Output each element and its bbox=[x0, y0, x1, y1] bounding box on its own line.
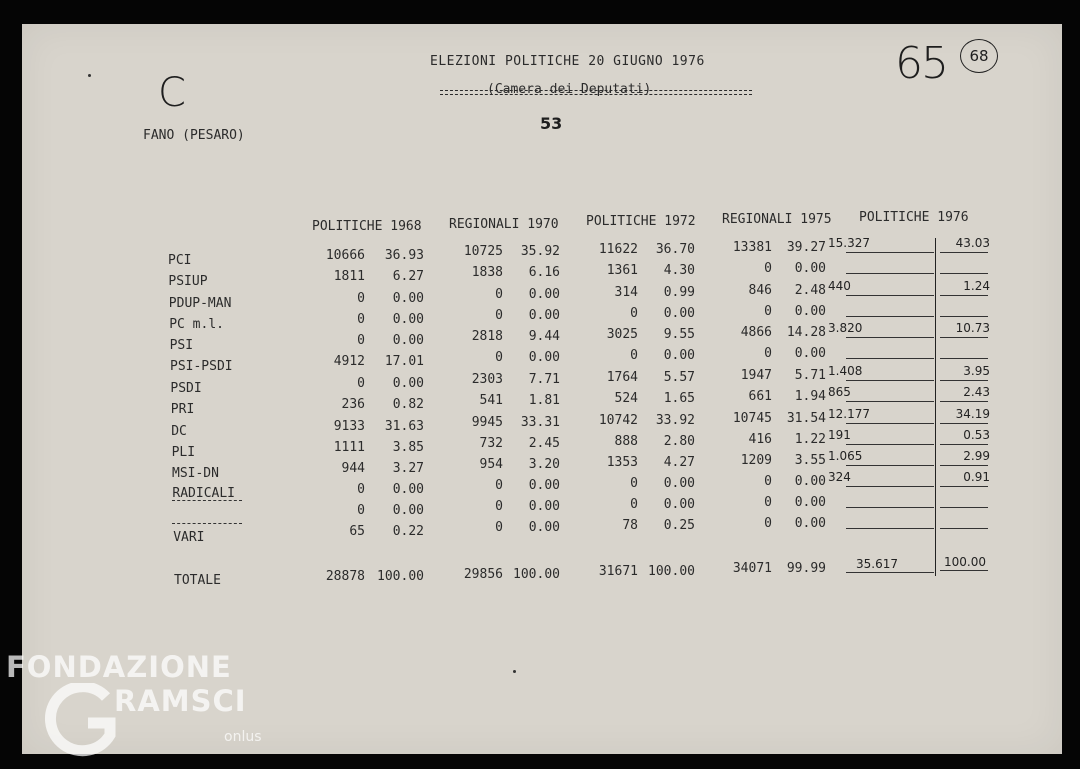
vote-count: 11622 bbox=[598, 242, 638, 257]
handwritten-vote-percent: 2.99 bbox=[963, 449, 990, 463]
handwritten-row-rule bbox=[846, 337, 934, 338]
vote-count: 732 bbox=[479, 436, 503, 451]
party-label: PSDI bbox=[170, 381, 202, 396]
vote-count: 0 bbox=[357, 482, 365, 497]
handwritten-row-rule bbox=[846, 401, 934, 402]
vote-percent: 0.00 bbox=[392, 482, 424, 497]
vote-count: 4866 bbox=[740, 325, 772, 340]
vote-percent: 3.85 bbox=[392, 440, 424, 455]
vote-count: 1209 bbox=[740, 453, 772, 468]
vote-percent: 0.82 bbox=[392, 397, 424, 412]
handwritten-row-rule bbox=[940, 358, 988, 359]
party-label: DC bbox=[171, 424, 187, 439]
vote-percent: 33.31 bbox=[520, 415, 560, 430]
vote-count: 0 bbox=[630, 476, 638, 491]
handwritten-row-rule bbox=[940, 444, 988, 445]
handwritten-row-rule bbox=[940, 423, 988, 424]
party-label: VARI bbox=[173, 530, 205, 545]
vote-percent: 14.28 bbox=[786, 325, 826, 340]
total-count: 28878 bbox=[325, 569, 365, 584]
vote-percent: 0.00 bbox=[528, 478, 560, 493]
vote-count: 0 bbox=[357, 376, 365, 391]
column-header: POLITICHE 1976 bbox=[859, 210, 969, 225]
vote-percent: 0.00 bbox=[528, 499, 560, 514]
vote-percent: 0.00 bbox=[392, 376, 424, 391]
vote-percent: 0.00 bbox=[794, 261, 826, 276]
vote-count: 4912 bbox=[333, 354, 365, 369]
handwritten-row-rule bbox=[940, 380, 988, 381]
vote-percent: 0.00 bbox=[528, 287, 560, 302]
vote-percent: 0.22 bbox=[392, 524, 424, 539]
vote-percent: 3.55 bbox=[794, 453, 826, 468]
vote-count: 0 bbox=[764, 495, 772, 510]
handwritten-row-rule bbox=[846, 486, 934, 487]
party-label: PCI bbox=[168, 253, 192, 268]
vote-percent: 1.94 bbox=[794, 389, 826, 404]
handwritten-vote-percent: 2.43 bbox=[963, 385, 990, 399]
vote-count: 0 bbox=[357, 312, 365, 327]
handwritten-row-rule bbox=[846, 465, 934, 466]
vote-percent: 0.00 bbox=[528, 350, 560, 365]
vote-percent: 0.00 bbox=[663, 306, 695, 321]
handwritten-row-rule bbox=[846, 444, 934, 445]
handwritten-row-rule bbox=[940, 486, 988, 487]
vote-percent: 4.30 bbox=[663, 263, 695, 278]
vote-count: 78 bbox=[622, 518, 638, 533]
vote-percent: 5.71 bbox=[794, 368, 826, 383]
handwritten-vote-percent: 43.03 bbox=[955, 236, 990, 250]
party-label: PSI-PSDI bbox=[170, 359, 233, 374]
speck bbox=[88, 74, 91, 77]
total-percent: 99.99 bbox=[786, 561, 826, 576]
vote-count: 10725 bbox=[463, 244, 503, 259]
vote-count: 0 bbox=[630, 348, 638, 363]
vote-percent: 17.01 bbox=[384, 354, 424, 369]
vote-percent: 0.00 bbox=[392, 291, 424, 306]
vote-count: 0 bbox=[764, 474, 772, 489]
vote-percent: 35.92 bbox=[520, 244, 560, 259]
fondazione-gramsci-logo bbox=[6, 650, 276, 760]
speck bbox=[513, 670, 516, 673]
handwritten-vote-count: 15.327 bbox=[828, 236, 870, 250]
party-label: RADICALI bbox=[172, 486, 236, 501]
vote-count: 10666 bbox=[325, 248, 365, 263]
vote-percent: 0.00 bbox=[794, 495, 826, 510]
page-number: 53 bbox=[540, 114, 563, 133]
party-label: PRI bbox=[170, 402, 195, 417]
vote-count: 0 bbox=[495, 499, 503, 514]
vote-count: 65 bbox=[349, 524, 365, 539]
handwritten-vote-percent: 0.53 bbox=[963, 428, 990, 442]
handwritten-vote-count: 324 bbox=[828, 470, 851, 484]
vote-count: 416 bbox=[748, 432, 772, 447]
handwritten-row-rule bbox=[846, 423, 934, 424]
party-label: MSI-DN bbox=[172, 466, 219, 481]
column-header: REGIONALI 1970 bbox=[449, 217, 559, 232]
vote-percent: 7.71 bbox=[528, 372, 560, 387]
vote-count: 0 bbox=[764, 346, 772, 361]
vote-count: 1361 bbox=[606, 263, 638, 278]
handwritten-vote-count: 865 bbox=[828, 385, 851, 399]
total-percent: 100.00 bbox=[513, 567, 560, 582]
vote-count: 9133 bbox=[333, 419, 365, 434]
vote-count: 0 bbox=[357, 333, 365, 348]
handwritten-row-rule bbox=[940, 337, 988, 338]
vote-percent: 0.00 bbox=[392, 333, 424, 348]
vote-count: 0 bbox=[764, 261, 772, 276]
handwritten-row-rule bbox=[846, 358, 934, 359]
vote-percent: 0.00 bbox=[392, 312, 424, 327]
handwritten-vote-percent: 3.95 bbox=[963, 364, 990, 378]
gramsci-g-icon bbox=[44, 683, 124, 761]
handwritten-row-rule bbox=[940, 316, 988, 317]
vote-percent: 0.99 bbox=[663, 285, 695, 300]
handwritten-row-rule bbox=[940, 252, 988, 253]
archive-number: 65 bbox=[895, 38, 947, 89]
total-count: 34071 bbox=[732, 561, 772, 576]
handwritten-total-percent: 100.00 bbox=[944, 555, 986, 569]
column-header: REGIONALI 1975 bbox=[722, 212, 832, 227]
party-label: PC m.l. bbox=[169, 317, 224, 332]
handwritten-row-rule bbox=[846, 295, 934, 296]
column-header: POLITICHE 1968 bbox=[312, 219, 422, 234]
vote-percent: 3.27 bbox=[392, 461, 424, 476]
vote-percent: 0.00 bbox=[528, 520, 560, 535]
vote-count: 1811 bbox=[333, 269, 365, 284]
vote-count: 954 bbox=[479, 457, 503, 472]
vote-percent: 6.27 bbox=[392, 269, 424, 284]
handwritten-row-rule bbox=[940, 507, 988, 508]
handwritten-vote-count: 12.177 bbox=[828, 407, 870, 421]
vote-percent: 1.65 bbox=[663, 391, 695, 406]
total-count: 29856 bbox=[463, 567, 503, 582]
total-percent: 100.00 bbox=[648, 564, 695, 579]
radicali-underline bbox=[172, 500, 242, 501]
handwritten-vote-count: 1.065 bbox=[828, 449, 863, 463]
vote-percent: 31.54 bbox=[786, 411, 826, 426]
vote-count: 1111 bbox=[333, 440, 365, 455]
party-label: PSIUP bbox=[168, 274, 208, 289]
handwritten-row-rule bbox=[846, 507, 934, 508]
vote-percent: 0.00 bbox=[794, 346, 826, 361]
vote-percent: 0.00 bbox=[528, 308, 560, 323]
vote-percent: 2.48 bbox=[794, 283, 826, 298]
vote-percent: 0.00 bbox=[663, 476, 695, 491]
vote-percent: 0.00 bbox=[392, 503, 424, 518]
vote-count: 0 bbox=[630, 497, 638, 512]
handwritten-row-rule bbox=[846, 380, 934, 381]
handwritten-row-rule bbox=[846, 316, 934, 317]
vote-count: 661 bbox=[748, 389, 772, 404]
vote-count: 1838 bbox=[471, 265, 503, 280]
vote-percent: 5.57 bbox=[663, 370, 695, 385]
vote-count: 3025 bbox=[606, 327, 638, 342]
vote-count: 0 bbox=[495, 287, 503, 302]
handwritten-divider bbox=[935, 238, 936, 576]
party-label: PDUP-MAN bbox=[168, 296, 232, 311]
vote-count: 10745 bbox=[732, 411, 772, 426]
vote-count: 236 bbox=[341, 397, 365, 412]
handwritten-row-rule bbox=[940, 295, 988, 296]
vote-percent: 31.63 bbox=[384, 419, 424, 434]
circled-number: 68 bbox=[960, 39, 998, 73]
place-label: FANO (PESARO) bbox=[143, 128, 245, 143]
vote-percent: 39.27 bbox=[786, 240, 826, 255]
vote-percent: 2.45 bbox=[528, 436, 560, 451]
vote-percent: 0.25 bbox=[663, 518, 695, 533]
vote-count: 0 bbox=[495, 478, 503, 493]
handwritten-row-rule bbox=[846, 273, 934, 274]
vote-count: 0 bbox=[495, 350, 503, 365]
vote-count: 1947 bbox=[740, 368, 772, 383]
vote-count: 9945 bbox=[471, 415, 503, 430]
vote-percent: 0.00 bbox=[663, 348, 695, 363]
handwritten-vote-percent: 0.91 bbox=[963, 470, 990, 484]
handwritten-vote-percent: 34.19 bbox=[955, 407, 990, 421]
vote-count: 0 bbox=[630, 306, 638, 321]
vote-count: 2303 bbox=[471, 372, 503, 387]
handwritten-vote-count: 1.408 bbox=[828, 364, 863, 378]
vote-percent: 9.44 bbox=[528, 329, 560, 344]
handwritten-vote-percent: 1.24 bbox=[963, 279, 990, 293]
column-header: POLITICHE 1972 bbox=[586, 214, 696, 229]
logo-line-1: FONDAZIONE bbox=[6, 650, 232, 684]
vote-percent: 9.55 bbox=[663, 327, 695, 342]
vote-percent: 33.92 bbox=[655, 413, 695, 428]
total-rule bbox=[940, 570, 988, 571]
total-rule bbox=[846, 572, 934, 573]
vote-percent: 4.27 bbox=[663, 455, 695, 470]
vote-count: 846 bbox=[748, 283, 772, 298]
total-count: 31671 bbox=[598, 564, 638, 579]
vote-count: 0 bbox=[357, 291, 365, 306]
document-title: ELEZIONI POLITICHE 20 GIUGNO 1976 bbox=[430, 54, 705, 69]
handwritten-row-rule bbox=[940, 528, 988, 529]
handwritten-row-rule bbox=[846, 252, 934, 253]
vote-percent: 1.22 bbox=[794, 432, 826, 447]
logo-line-2: RAMSCI bbox=[114, 684, 247, 718]
vote-count: 13381 bbox=[732, 240, 772, 255]
vote-percent: 2.80 bbox=[663, 434, 695, 449]
vote-count: 2818 bbox=[471, 329, 503, 344]
handwritten-vote-count: 3.820 bbox=[828, 321, 863, 335]
vote-percent: 0.00 bbox=[794, 474, 826, 489]
document-subtitle: (Camera dei Deputati) bbox=[487, 82, 652, 97]
handwritten-vote-count: 440 bbox=[828, 279, 851, 293]
vote-count: 10742 bbox=[598, 413, 638, 428]
handwritten-total-count: 35.617 bbox=[856, 557, 898, 571]
vote-percent: 36.70 bbox=[655, 242, 695, 257]
party-label: PSI bbox=[169, 338, 194, 353]
handwritten-row-rule bbox=[940, 401, 988, 402]
handwritten-row-rule bbox=[940, 273, 988, 274]
vote-count: 1353 bbox=[606, 455, 638, 470]
vote-percent: 3.20 bbox=[528, 457, 560, 472]
total-label: TOTALE bbox=[174, 573, 221, 588]
vote-percent: 36.93 bbox=[384, 248, 424, 263]
handwritten-vote-percent: 10.73 bbox=[955, 321, 990, 335]
vote-count: 0 bbox=[357, 503, 365, 518]
handwritten-row-rule bbox=[846, 528, 934, 529]
vote-percent: 0.00 bbox=[663, 497, 695, 512]
vote-count: 0 bbox=[764, 304, 772, 319]
vote-percent: 1.81 bbox=[528, 393, 560, 408]
vote-percent: 0.00 bbox=[794, 516, 826, 531]
total-percent: 100.00 bbox=[377, 569, 424, 584]
vote-count: 541 bbox=[479, 393, 503, 408]
vote-count: 1764 bbox=[606, 370, 638, 385]
handwritten-vote-count: 191 bbox=[828, 428, 851, 442]
vote-count: 0 bbox=[495, 308, 503, 323]
vote-count: 0 bbox=[764, 516, 772, 531]
blank-party-line bbox=[172, 523, 242, 524]
handwritten-letter: C bbox=[158, 70, 186, 116]
vote-count: 888 bbox=[614, 434, 638, 449]
logo-line-3: onlus bbox=[224, 729, 262, 745]
handwritten-row-rule bbox=[940, 465, 988, 466]
vote-percent: 0.00 bbox=[794, 304, 826, 319]
vote-count: 0 bbox=[495, 520, 503, 535]
vote-percent: 6.16 bbox=[528, 265, 560, 280]
vote-count: 944 bbox=[341, 461, 365, 476]
vote-count: 524 bbox=[614, 391, 638, 406]
party-label: PLI bbox=[171, 445, 196, 460]
vote-count: 314 bbox=[614, 285, 638, 300]
